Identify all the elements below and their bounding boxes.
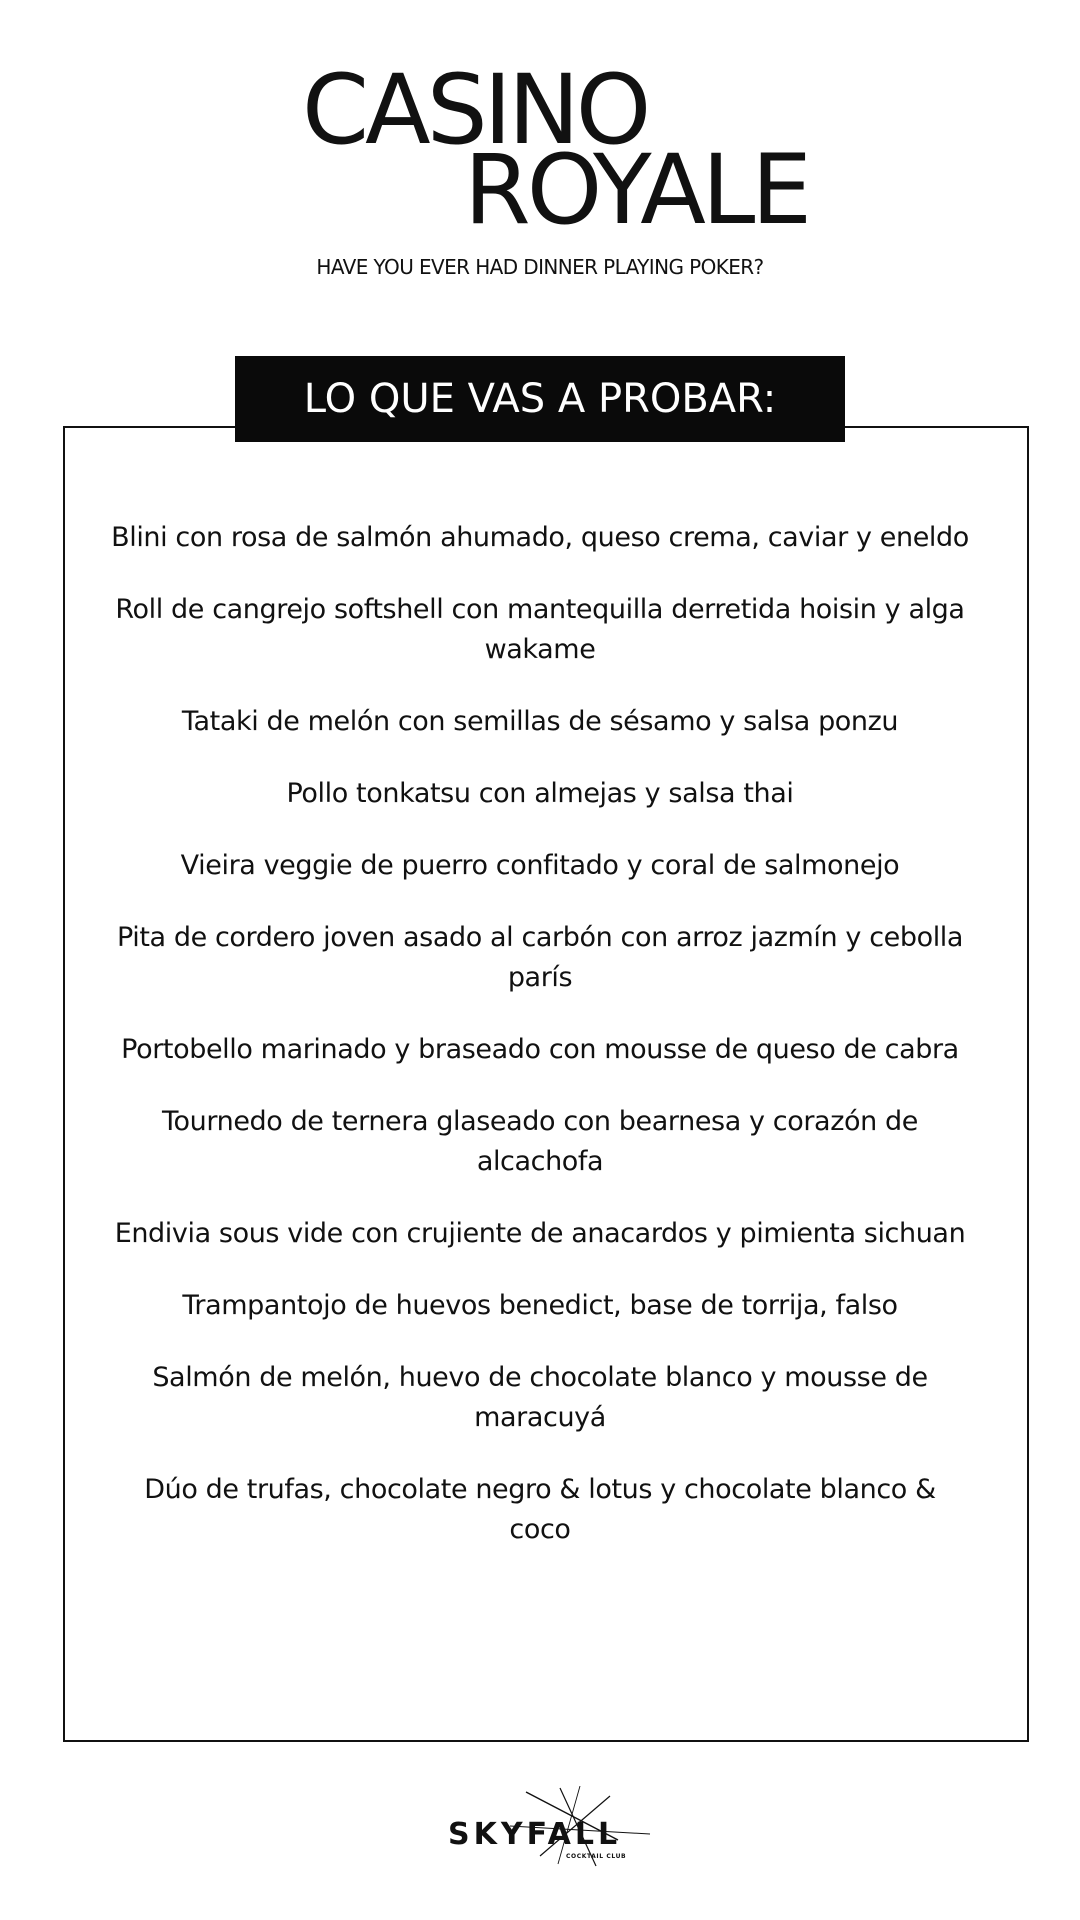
title-casino: CASINO (302, 54, 648, 166)
menu-item: Vieira veggie de puerro confitado y coral de salmonejo (180, 850, 900, 881)
logo-wordmark: SKYFALL (448, 1817, 622, 1852)
skyfall-logo (440, 1786, 670, 1872)
menu-heading: LO QUE VAS A PROBAR: (235, 356, 845, 442)
menu-item: Tataki de melón con semillas de sésamo y salsa ponzu (181, 706, 899, 737)
menu-item: Portobello marinado y braseado con mousse de queso de cabra (121, 1034, 959, 1065)
menu-item: Blini con rosa de salmón ahumado, queso crema, caviar y eneldo (111, 522, 969, 553)
menu-item: Pollo tonkatsu con almejas y salsa thai (286, 778, 794, 809)
tagline: HAVE YOU EVER HAD DINNER PLAYING POKER? (316, 255, 764, 279)
menu-item: Dúo de trufas, chocolate negro & lotus y chocolate blanco & coco (144, 1474, 936, 1545)
menu-item: Salmón de melón, huevo de chocolate blanco y mousse de maracuyá (152, 1362, 928, 1433)
menu-list (110, 518, 970, 1582)
title-royale: ROYALE (464, 134, 809, 246)
logo-subtext: COCKTAIL CLUB (566, 1853, 627, 1860)
menu-item: Roll de cangrejo softshell con mantequilla derretida hoisin y alga wakame (115, 594, 965, 665)
menu-item: Pita de cordero joven asado al carbón con arroz jazmín y cebolla parís (116, 922, 964, 993)
menu-item: Trampantojo de huevos benedict, base de torrija, falso (182, 1290, 898, 1321)
menu-item: Tournedo de ternera glaseado con bearnesa y corazón de alcachofa (162, 1106, 918, 1177)
menu-item: Endivia sous vide con crujiente de anacardos y pimienta sichuan (114, 1218, 966, 1249)
